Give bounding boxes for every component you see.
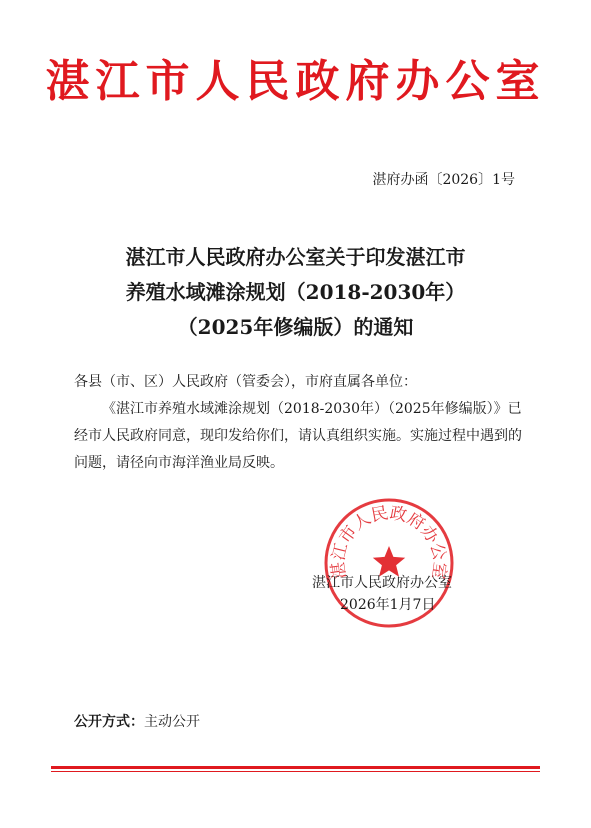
salutation: 各县（市、区）人民政府（管委会），市府直属各单位： xyxy=(74,374,417,390)
document-title xyxy=(0,240,591,345)
title-line-3: （2025年修编版）的通知 xyxy=(177,315,414,339)
issuing-office-header: 湛江市人民政府办公室 xyxy=(45,56,546,107)
disclosure-line xyxy=(74,712,200,732)
disclosure-value: 主动公开 xyxy=(144,714,200,730)
footer-rule-thick xyxy=(51,766,540,769)
document-body xyxy=(74,369,524,477)
title-line-1: 湛江市人民政府办公室关于印发湛江市 xyxy=(125,245,466,269)
signature-date: 2026年1月7日 xyxy=(340,597,436,613)
title-line-2: 养殖水域滩涂规划（2018-2030年） xyxy=(125,280,466,304)
document-number: 湛府办函〔2026〕1号 xyxy=(372,172,515,188)
footer-rule-thin xyxy=(51,771,540,772)
seal-text: 湛江市人民政府办公室 xyxy=(328,503,450,581)
disclosure-label: 公开方式： xyxy=(74,714,144,730)
signature-block xyxy=(312,572,452,616)
body-paragraph: 《湛江市养殖水域滩涂规划（2018-2030年）（2025年修编版）》已经市人民政府同意，现印发给你们，请认真组织实施。实施过程中遇到的问题，请径向市海洋渔业局反映。 xyxy=(74,401,522,471)
signature-issuer: 湛江市人民政府办公室 xyxy=(312,575,452,591)
